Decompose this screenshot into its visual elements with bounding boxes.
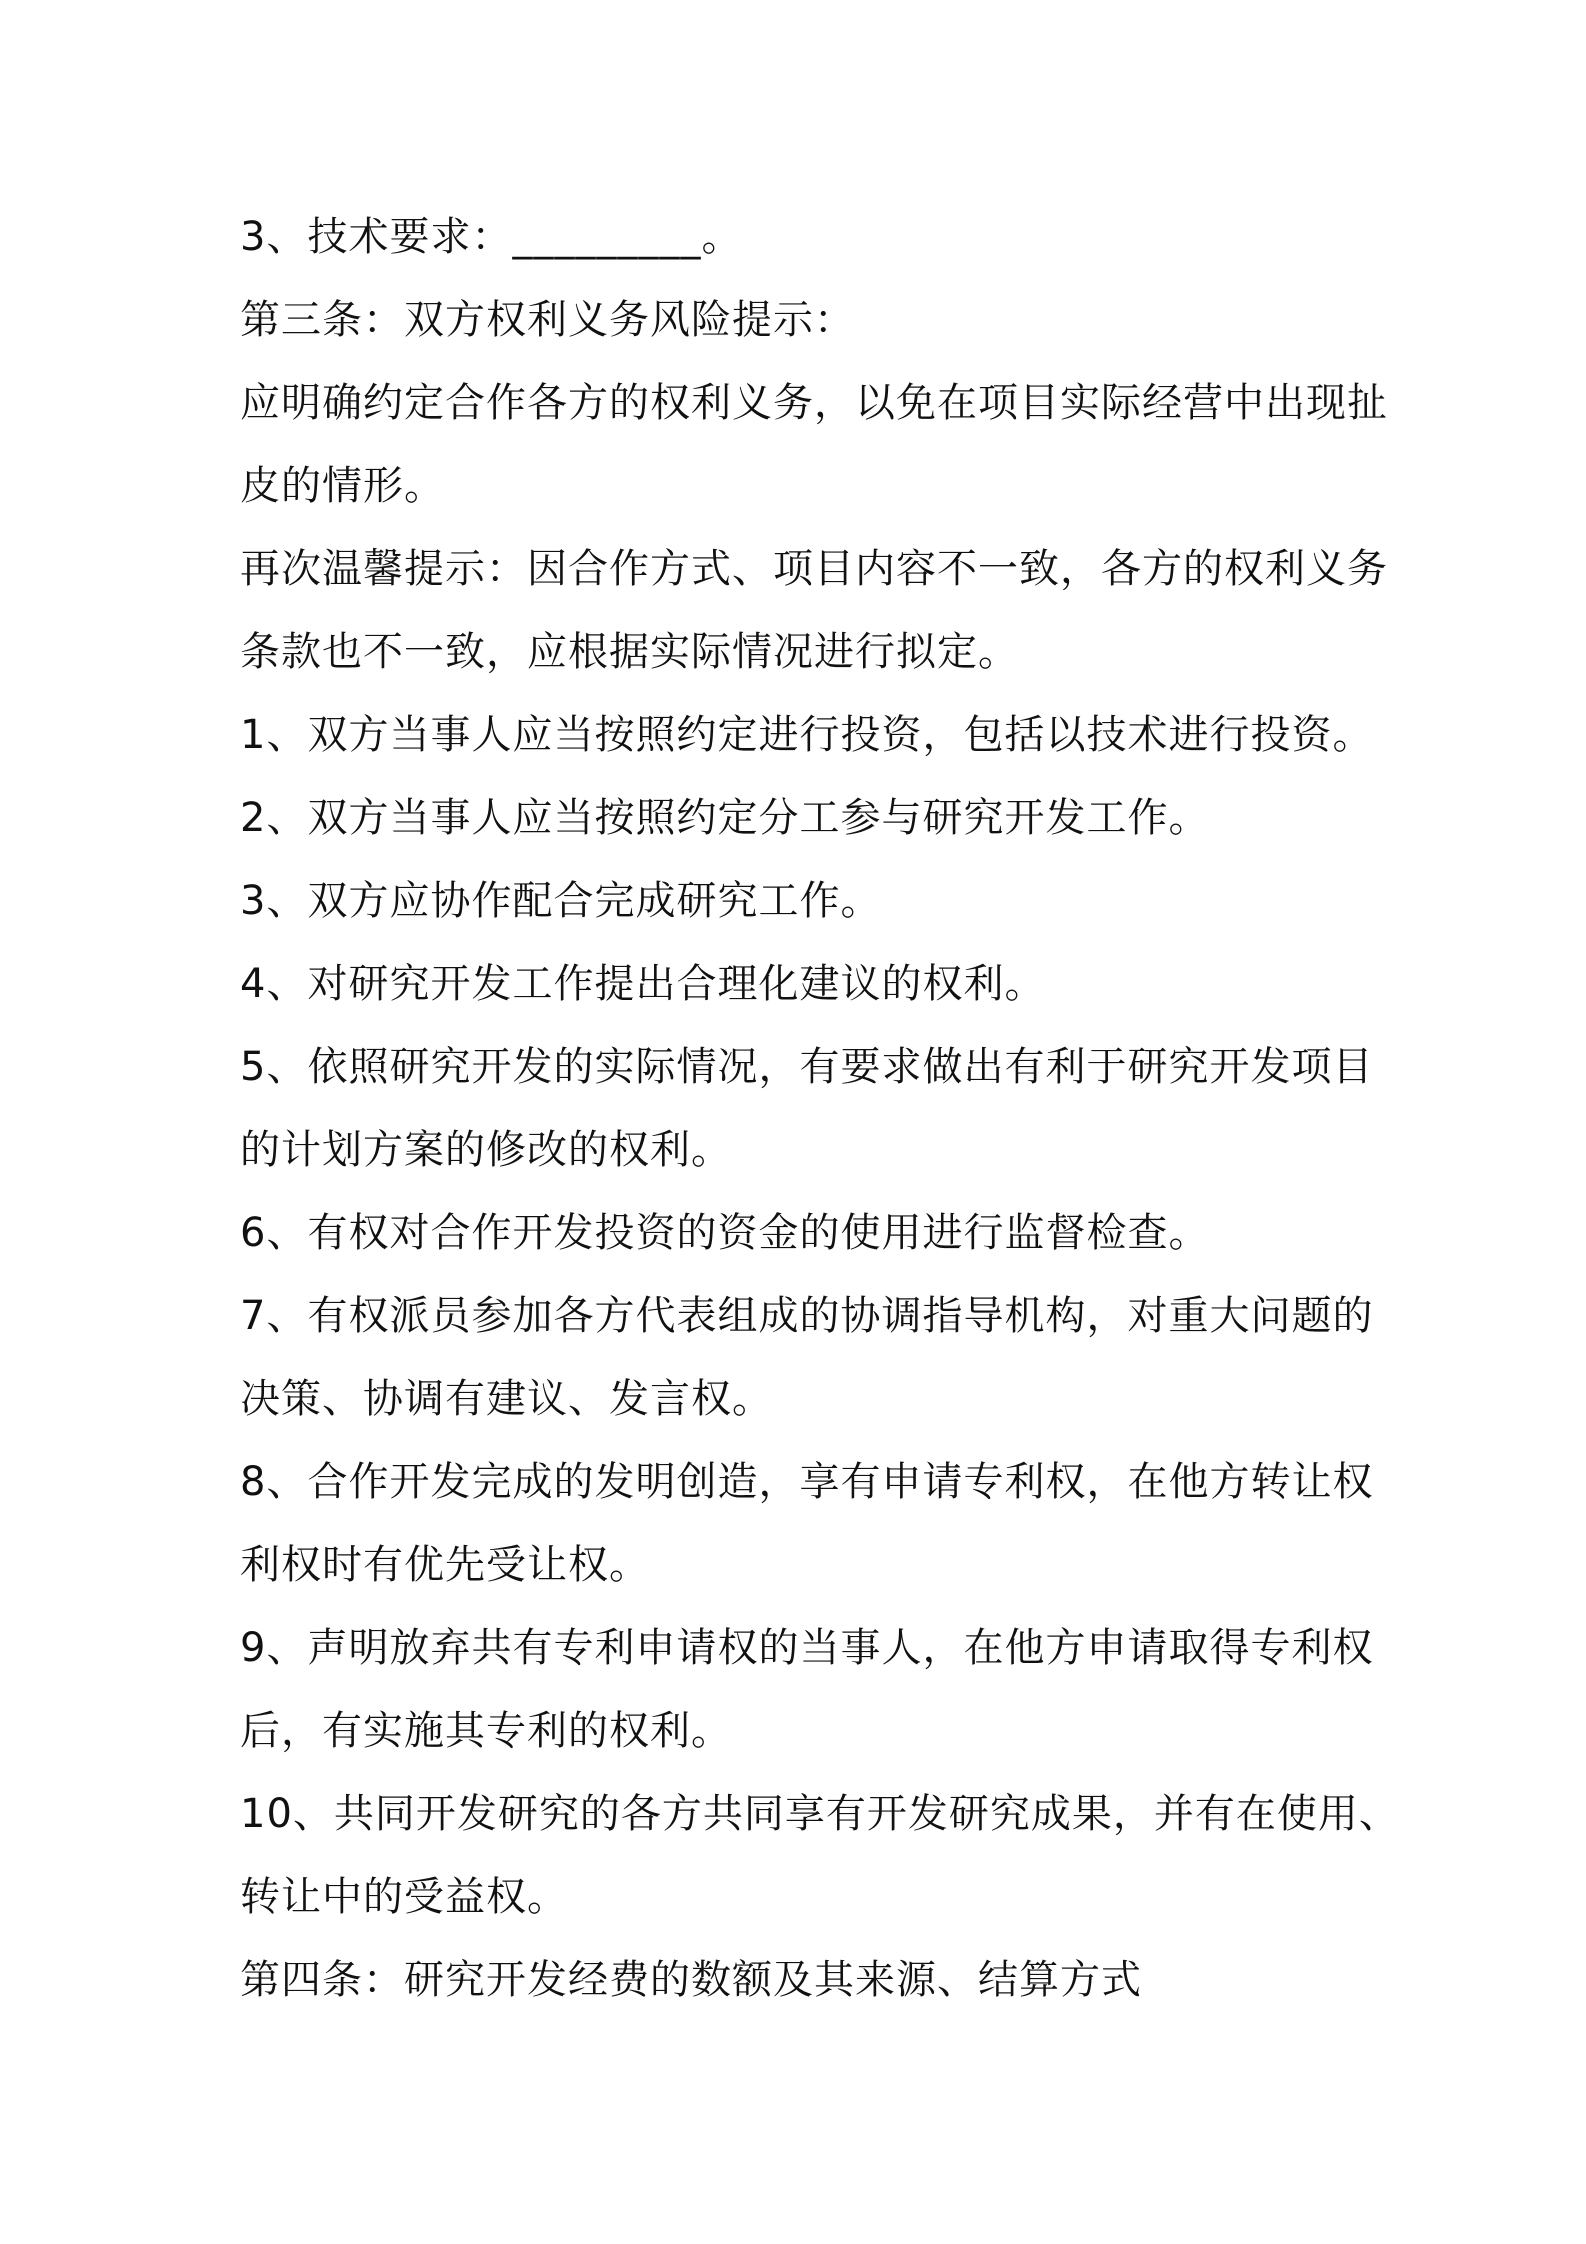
text-line: 应明确约定合作各方的权利义务，以免在项目实际经营中出现扯	[240, 380, 1388, 426]
list-item: 7、有权派员参加各方代表组成的协调指导机构，对重大问题的	[240, 1293, 1374, 1339]
text-line: 3、技术要求：_________。	[240, 214, 743, 260]
text-line: 利权时有优先受让权。	[240, 1542, 650, 1588]
list-item: 4、对研究开发工作提出合理化建议的权利。	[240, 961, 1046, 1007]
list-item: 8、合作开发完成的发明创造，享有申请专利权，在他方转让权	[240, 1459, 1374, 1505]
section-heading: 第四条：研究开发经费的数额及其来源、结算方式	[240, 1957, 1142, 2003]
section-heading: 第三条：双方权利义务风险提示：	[240, 297, 855, 343]
text-line: 再次温馨提示：因合作方式、项目内容不一致，各方的权利义务	[240, 546, 1388, 592]
text-line: 皮的情形。	[240, 463, 445, 509]
list-item: 6、有权对合作开发投资的资金的使用进行监督检查。	[240, 1210, 1210, 1256]
document-body	[240, 196, 1400, 2022]
list-item: 5、依照研究开发的实际情况，有要求做出有利于研究开发项目	[240, 1044, 1374, 1090]
text-line: 决策、协调有建议、发言权。	[240, 1376, 773, 1422]
text-line: 后，有实施其专利的权利。	[240, 1708, 732, 1754]
list-item: 2、双方当事人应当按照约定分工参与研究开发工作。	[240, 795, 1210, 841]
text-line: 条款也不一致，应根据实际情况进行拟定。	[240, 629, 1019, 675]
text-line: 的计划方案的修改的权利。	[240, 1127, 732, 1173]
list-item: 10、共同开发研究的各方共同享有开发研究成果，并有在使用、	[240, 1791, 1400, 1837]
list-item: 1、双方当事人应当按照约定进行投资，包括以技术进行投资。	[240, 712, 1374, 758]
list-item: 3、双方应协作配合完成研究工作。	[240, 878, 882, 924]
list-item: 9、声明放弃共有专利申请权的当事人，在他方申请取得专利权	[240, 1625, 1374, 1671]
text-line: 转让中的受益权。	[240, 1874, 568, 1920]
